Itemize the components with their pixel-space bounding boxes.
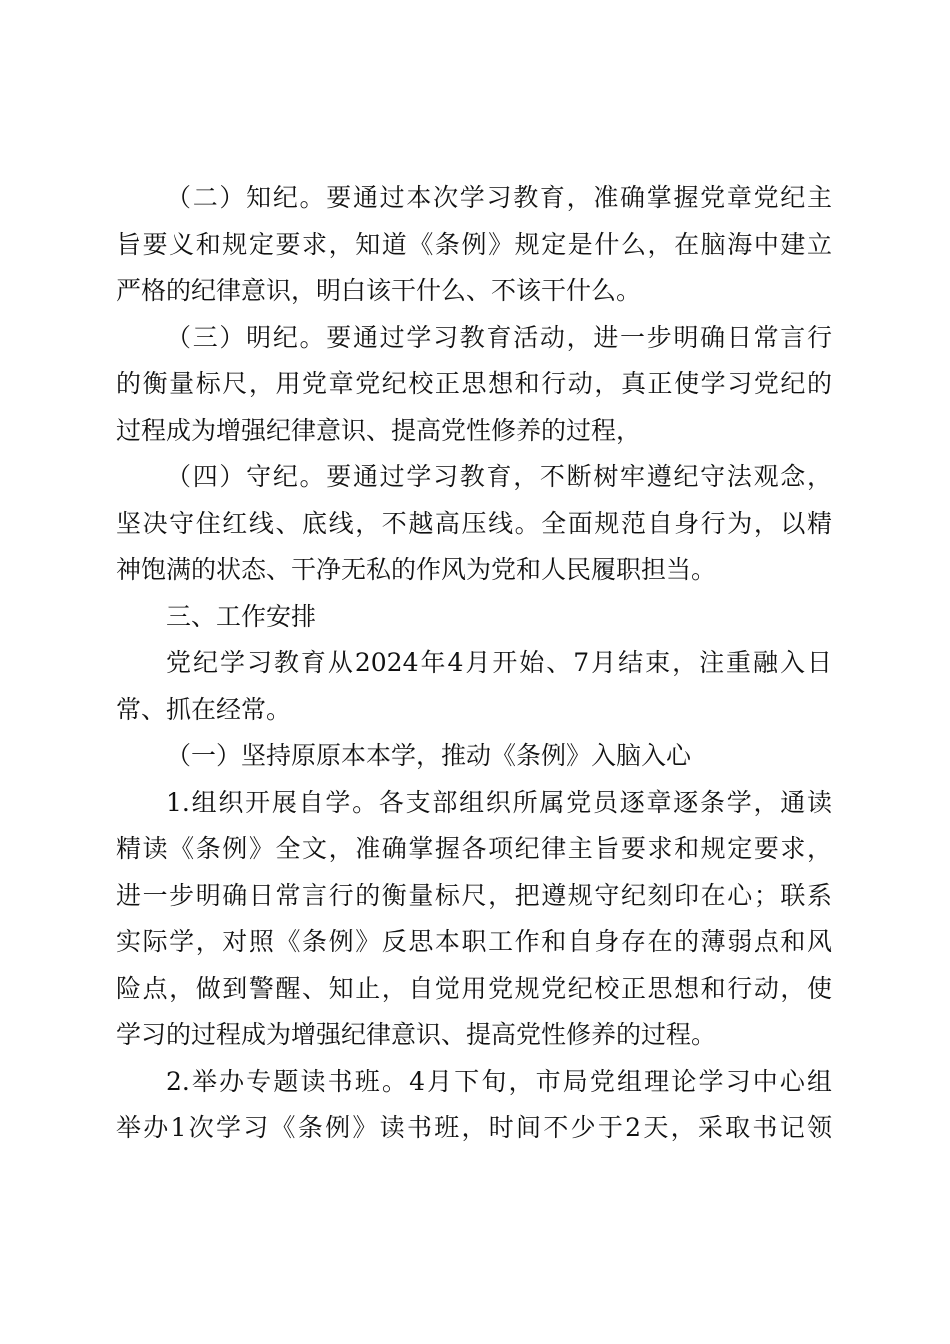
paragraph-schedule <box>116 640 832 733</box>
paragraph-shouji <box>116 454 832 594</box>
paragraph-reading-class <box>116 1059 832 1152</box>
text-line: 的衡量标尺，用党章党纪校正思想和行动，真正使学习党纪的 <box>116 369 832 398</box>
paragraph-mingji <box>116 315 832 455</box>
heading-line: （一）坚持原原本本学，推动《条例》入脑入心 <box>166 741 692 770</box>
text-line: 党纪学习教育从2024年4月开始、7月结束，注重融入日 <box>166 648 832 677</box>
text-line: 旨要义和规定要求，知道《条例》规定是什么，在脑海中建立 <box>116 229 832 259</box>
subheading-study-original <box>116 733 832 780</box>
text-line: 严格的纪律意识，明白该干什么、不该干什么。 <box>116 276 642 305</box>
text-line: 举办1次学习《条例》读书班，时间不少于2天，采取书记领 <box>116 1113 832 1142</box>
text-line: 精读《条例》全文，准确掌握各项纪律主旨要求和规定要求， <box>116 834 832 863</box>
section-heading-work-arrangement <box>116 594 832 641</box>
document-body <box>116 175 832 1152</box>
text-line: 神饱满的状态、干净无私的作风为党和人民履职担当。 <box>116 555 717 584</box>
text-line: 险点，做到警醒、知止，自觉用党规党纪校正思想和行动，使 <box>116 973 832 1003</box>
text-line: 进一步明确日常言行的衡量标尺，把遵规守纪刻印在心；联系 <box>116 880 832 910</box>
text-line: 实际学，对照《条例》反思本职工作和自身存在的薄弱点和风 <box>116 927 832 956</box>
text-line: 1.组织开展自学。各支部组织所属党员逐章逐条学，通读 <box>166 787 832 817</box>
text-line: 过程成为增强纪律意识、提高党性修养的过程， <box>116 415 642 445</box>
paragraph-zhiji <box>116 175 832 315</box>
text-line: （三）明纪。要通过学习教育活动，进一步明确日常言行 <box>166 322 832 352</box>
text-line: （四）守纪。要通过学习教育，不断树牢遵纪守法观念， <box>166 462 832 491</box>
text-line: 2.举办专题读书班。4月下旬，市局党组理论学习中心组 <box>166 1066 832 1096</box>
paragraph-self-study <box>116 780 832 1059</box>
text-line: 坚决守住红线、底线，不越高压线。全面规范自身行为，以精 <box>116 508 832 538</box>
text-line: 学习的过程成为增强纪律意识、提高党性修养的过程。 <box>116 1020 717 1049</box>
text-line: （二）知纪。要通过本次学习教育，准确掌握党章党纪主 <box>166 183 832 212</box>
heading-line: 三、工作安排 <box>166 601 317 631</box>
text-line: 常、抓在经常。 <box>116 694 292 724</box>
